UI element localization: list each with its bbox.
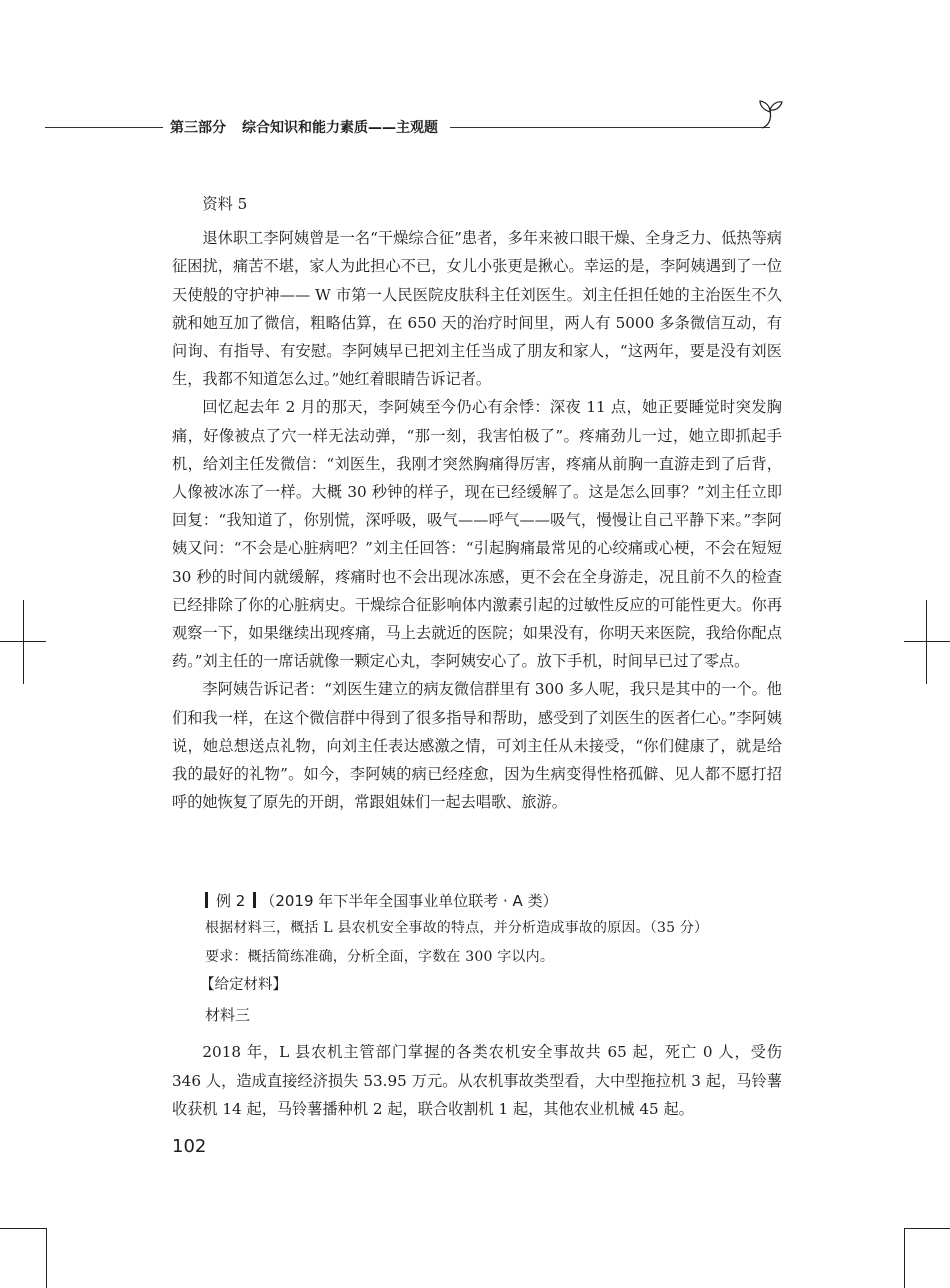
running-header bbox=[170, 117, 438, 137]
material-5-label: 资料 5 bbox=[202, 195, 248, 213]
example-source: （2019 年下半年全国事业单位联考 · A 类） bbox=[260, 891, 558, 910]
example-bar-right bbox=[253, 892, 256, 908]
crop-mark-bottom-right-v bbox=[904, 1228, 905, 1288]
material-5-paragraph-1: 退休职工李阿姨曾是一名“干燥综合征”患者，多年来被口眼干燥、全身乏力、低热等病征困扰，痛苦不堪，家人为此担心不已，女儿小张更是揪心。幸运的是，李阿姨遇到了一位天使般的守护神—— W 市第一人民医院皮肤科主任刘医生。刘主任担任她的主治医生不久就和她互加了微信，粗略估算，在 650 天的治疗时间里，两人有 5000 多条微信互动，有问询、有指导、有安慰。李阿姨早已把刘主任当成了朋友和家人，“这两年，要是没有刘医生，我都不知道怎么过。”她红着眼睛告诉记者。 bbox=[172, 229, 782, 389]
crop-mark-right-h bbox=[904, 641, 950, 642]
material-5-paragraph-2: 回忆起去年 2 月的那天，李阿姨至今仍心有余悸：深夜 11 点，她正要睡觉时突发胸痛，好像被点了穴一样无法动弹，“那一刻，我害怕极了”。疼痛劲儿一过，她立即抓起手机，给刘主任发微信：“刘医生，我刚才突然胸痛得厉害，疼痛从前胸一直游走到了后背，人像被冰冻了一样。大概 30 秒钟的样子，现在已经缓解了。这是怎么回事？”刘主任立即回复：“我知道了，你别慌，深呼吸，吸气——呼气——吸气，慢慢让自己平静下来。”李阿姨又问：“不会是心脏病吧？”刘主任回答：“引起胸痛最常见的心绞痛或心梗，不会在短短 30 秒的时间内就缓解，疼痛时也不会出现冰冻感，更不会在全身游走，况且前不久的检查已经排除了你的心脏病史。干燥综合征影响体内激素引起的过敏性反应的可能性更大。你再观察一下，如果继续出现疼痛，马上去就近的医院；如果没有，你明天来医院，我给你配点药。”刘主任的一席话就像一颗定心丸，李阿姨安心了。放下手机，时间早已过了零点。 bbox=[172, 398, 782, 671]
material-three-section bbox=[172, 1038, 782, 1124]
example-requirement: 要求：概括简练准确，分析全面，字数在 300 字以内。 bbox=[205, 948, 555, 965]
header-part: 第三部分 bbox=[170, 120, 226, 136]
material-three-text: 2018 年，L 县农机主管部门掌握的各类农机安全事故共 65 起，死亡 0 人，受伤 346 人，造成直接经济损失 53.95 万元。从农机事故类型看，大中型拖拉机 3 起，马铃薯收获机 14 起，马铃薯播种机 2 起，联合收割机 1 起，其他农业机械 45 起。 bbox=[172, 1043, 782, 1119]
crop-mark-right-v bbox=[926, 600, 927, 684]
example-number: 例 2 bbox=[216, 891, 246, 910]
header-title: 综合知识和能力素质——主观题 bbox=[242, 120, 438, 136]
crop-mark-left-v bbox=[23, 600, 24, 684]
given-materials-label: 【给定材料】 bbox=[200, 977, 287, 993]
example-title bbox=[205, 886, 795, 914]
crop-mark-bottom-right-h bbox=[904, 1228, 950, 1229]
material-three-title: 材料三 bbox=[205, 1005, 251, 1024]
example-block bbox=[200, 886, 795, 1030]
crop-mark-bottom-left-v bbox=[46, 1228, 47, 1288]
example-bar-left bbox=[205, 892, 208, 908]
crop-mark-bottom-left-h bbox=[0, 1228, 46, 1229]
page-number: 102 bbox=[172, 1136, 207, 1157]
material-5-section bbox=[172, 190, 782, 816]
header-rule-right bbox=[450, 127, 770, 128]
header-rule-left bbox=[45, 127, 163, 128]
sprout-icon bbox=[748, 98, 788, 132]
material-5-paragraph-3: 李阿姨告诉记者：“刘医生建立的病友微信群里有 300 多人呢，我只是其中的一个。他们和我一样，在这个微信群中得到了很多指导和帮助，感受到了刘医生的医者仁心。”李阿姨说，她总想送点礼物，向刘主任表达感激之情，可刘主任从未接受，“你们健康了，就是给我的最好的礼物”。如今，李阿姨的病已经痊愈，因为生病变得性格孤僻、见人都不愿打招呼的她恢复了原先的开朗，常跟姐妹们一起去唱歌、旅游。 bbox=[172, 680, 782, 812]
example-question: 根据材料三，概括 L 县农机安全事故的特点，并分析造成事故的原因。（35 分） bbox=[205, 920, 709, 936]
